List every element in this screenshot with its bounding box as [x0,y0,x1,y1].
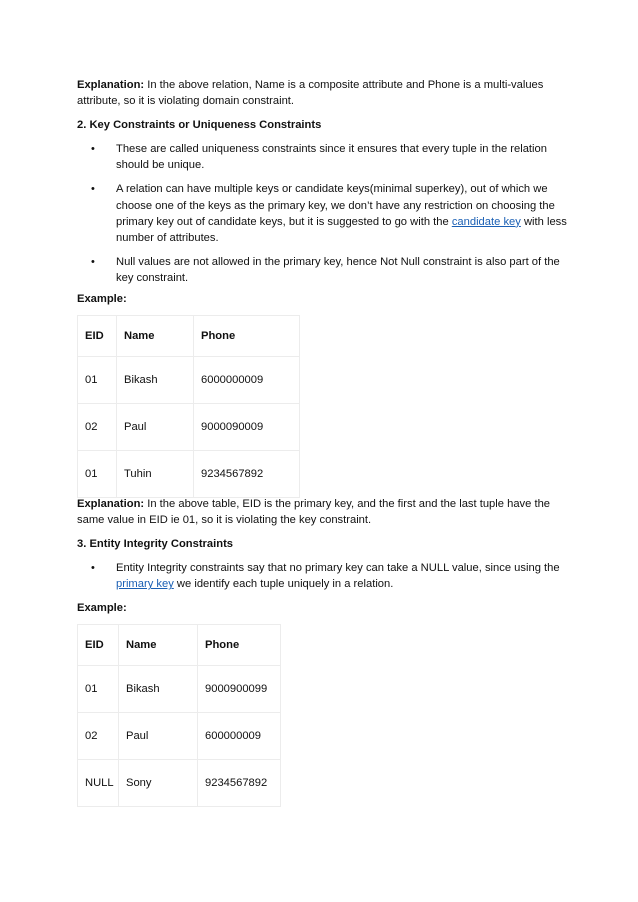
header-cell-eid: EID [78,625,119,666]
header-cell-name: Name [119,625,198,666]
explanation-text: In the above relation, Name is a composite attribute and Phone is a multi-values attribute, so it is violating domain constraint. [77,79,544,108]
table-row [78,666,281,713]
table-cell: 600000009 [198,713,281,760]
section-3-bullet-list [77,560,567,592]
section-3-heading [77,536,567,552]
explanation-label: Explanation: [77,498,145,510]
table-cell: Sony [119,760,198,807]
table-cell: Tuhin [117,451,194,498]
bullet-item [77,560,567,592]
table-cell: Paul [119,713,198,760]
table-header-row [78,316,300,357]
explanation-label: Explanation: [77,79,145,91]
primary-key-link[interactable]: primary key [116,578,174,591]
bullet-item [77,254,567,286]
bullet-text: These are called uniqueness constraints since it ensures that every tuple in the relation should be unique. [116,143,547,172]
bullet-text: Null values are not allowed in the primary key, hence Not Null constraint is also part of the key constraint. [116,256,560,285]
table-cell: 6000000009 [194,357,300,404]
table-cell: 01 [78,451,117,498]
example-label-text: Example: [77,602,127,614]
candidate-key-link[interactable]: candidate key [451,215,521,228]
table-cell: 02 [78,713,119,760]
table-cell: 02 [78,404,117,451]
table-row [78,404,300,451]
bullet-text: A relation can have multiple keys or candidate keys(minimal superkey), out of which we choose one of the keys as the primary key, we don’t have any restriction on choosing the primary key out of candidate keys, but it is suggested to go with the [116,183,555,228]
example-label [77,291,567,307]
table-cell: 01 [78,357,117,404]
table-row [78,357,300,404]
header-cell-phone: Phone [194,316,300,357]
table-row [78,451,300,498]
section-2-bullet-list [77,141,567,287]
table-cell: Paul [117,404,194,451]
table-row [78,713,281,760]
table-cell: Bikash [117,357,194,404]
table-header-row [78,625,281,666]
header-cell-eid: EID [78,316,117,357]
example-label [77,600,567,616]
key-constraint-table [77,315,300,498]
table-row [78,760,281,807]
table-cell: Bikash [119,666,198,713]
header-cell-phone: Phone [198,625,281,666]
section-2-heading-text: 2. Key Constraints or Uniqueness Constraints [77,119,322,131]
table-cell: 9234567892 [198,760,281,807]
bullet-item [77,181,567,246]
bullet-item [77,141,567,173]
bullet-text: with less number of attributes. [116,215,567,245]
section-2-heading [77,117,567,133]
table-cell: NULL [78,760,119,807]
bullet-text: Entity Integrity constraints say that no primary key can take a NULL value, since using the [116,562,560,574]
header-cell-name: Name [117,316,194,357]
example-label-text: Example: [77,293,127,305]
entity-integrity-table [77,624,281,807]
table-cell: 01 [78,666,119,713]
table-cell: 9000090009 [194,404,300,451]
explanation-domain-paragraph [77,77,567,109]
explanation-key-paragraph [77,496,567,528]
table-cell: 9000900099 [198,666,281,713]
table-cell: 9234567892 [194,451,300,498]
explanation-text: In the above table, EID is the primary key, and the first and the last tuple have the same value in EID ie 01, so it is violating the key constraint. [77,498,551,527]
section-3-heading-text: 3. Entity Integrity Constraints [77,538,234,550]
bullet-text: we identify each tuple uniquely in a relation. [173,578,394,591]
